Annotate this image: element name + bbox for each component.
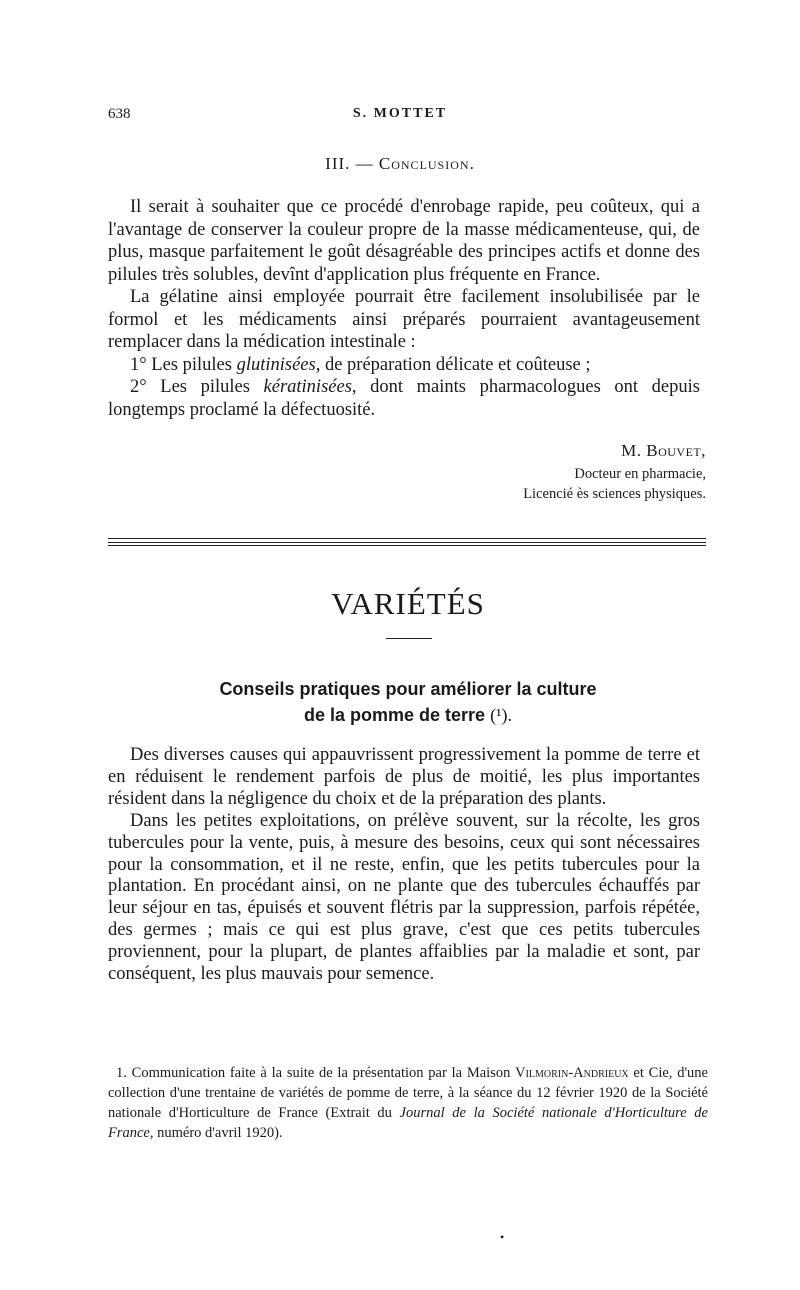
signature-initial: M.: [621, 441, 647, 460]
conclusion-heading: [0, 154, 800, 174]
signature-title-1: Docteur en pharmacie,: [574, 466, 706, 482]
list-italic: kératinisées: [263, 377, 352, 397]
signature-surname: Bouvet,: [646, 441, 706, 460]
footnote-part: et Cie, d'une collection d'une trentaine de variétés de pomme de terre, à la séance du 12 février 1920 de la Société nationale d'Horticulture de France (Extrait du: [108, 1065, 708, 1121]
article-title-line-2: [0, 702, 800, 728]
divider-rule: [108, 545, 706, 546]
list-item: [108, 354, 700, 377]
running-head: S. MOTTET: [352, 106, 448, 121]
footnote-text: [108, 1063, 708, 1143]
list-text: , de préparation délicate et coûteuse ;: [315, 354, 591, 375]
list-text: Les pilules: [160, 377, 264, 397]
list-number: 2°: [130, 377, 161, 397]
paragraph: Dans les petites exploitations, on prélève souvent, sur la récolte, les gros tubercules pour la vente, puis, à mesure des besoins, ceux qui sont nécessaires pour la consommation, et il ne reste, enfin, que les petits tubercules pour la plantation. En procédant ainsi, on ne plante que des tubercules échauffés par leur séjour en tas, épuisés et souvent flétris par la suppression, parfois répétée, des germes ; mais ce qui est plus grave, c'est que ces petits tubercules proviennent, pour la plupart, de plantes affaiblies par la maladie et sont, par conséquent, les plus mauvais pour semence.: [108, 810, 700, 985]
title-underline: [386, 638, 432, 639]
signature-name: [0, 441, 706, 461]
list-italic: glutinisées: [236, 354, 316, 375]
footnote-mark: (¹).: [490, 705, 512, 725]
list-text: , dont maints pharmacologues ont depuis longtemps proclamé la défectuosité.: [108, 377, 700, 420]
list-text: Les pilules: [151, 354, 237, 375]
paragraph: Des diverses causes qui appauvrissent progressivement la pomme de terre et en réduisent le rendement parfois de plus de moitié, les plus importantes résident dans la négligence du choix et de la préparation des plants.: [108, 745, 700, 809]
page-number: 638: [108, 106, 131, 122]
ink-speck: •: [500, 1230, 505, 1244]
conclusion-body: [108, 196, 700, 421]
footnote-part: 1. Communication faite à la suite de la présentation par la Maison: [116, 1065, 516, 1081]
footnote: [108, 1063, 708, 1143]
paragraph: Il serait à souhaiter que ce procédé d'enrobage rapide, peu coûteux, qui a l'avantage de conserver la couleur propre de la masse médicamenteuse, qui, de plus, masque parfaitement le goût désagréable des principes actifs et donne des pilules très solubles, devînt d'application plus fréquente en France.: [108, 197, 700, 285]
heading-roman: III. —: [325, 154, 379, 173]
footnote-italic: Journal de la Société nationale d'Horticulture de France: [108, 1105, 708, 1141]
footnote-part: , numéro d'avril 1920).: [149, 1125, 283, 1141]
heading-text: Conclusion.: [378, 154, 475, 173]
article-body: [108, 745, 700, 986]
section-title: VARIÉTÉS: [331, 586, 485, 621]
article-title: [0, 676, 800, 728]
divider-rule: [108, 542, 706, 543]
list-number: 1°: [130, 354, 152, 375]
signature-title-2: Licencié ès sciences physiques.: [523, 486, 706, 502]
divider-rule: [108, 538, 706, 539]
list-item: [108, 376, 700, 421]
paragraph: La gélatine ainsi employée pourrait être facilement insolubilisée par le formol et les médicaments ainsi préparés pourraient avantageusement remplacer dans la médication intestinale :: [108, 287, 700, 352]
article-title-text: de la pomme de terre: [304, 705, 486, 725]
article-title-line-1: Conseils pratiques pour améliorer la culture: [219, 679, 597, 699]
footnote-smallcaps: Vilmorin-Andrieux: [515, 1065, 629, 1081]
